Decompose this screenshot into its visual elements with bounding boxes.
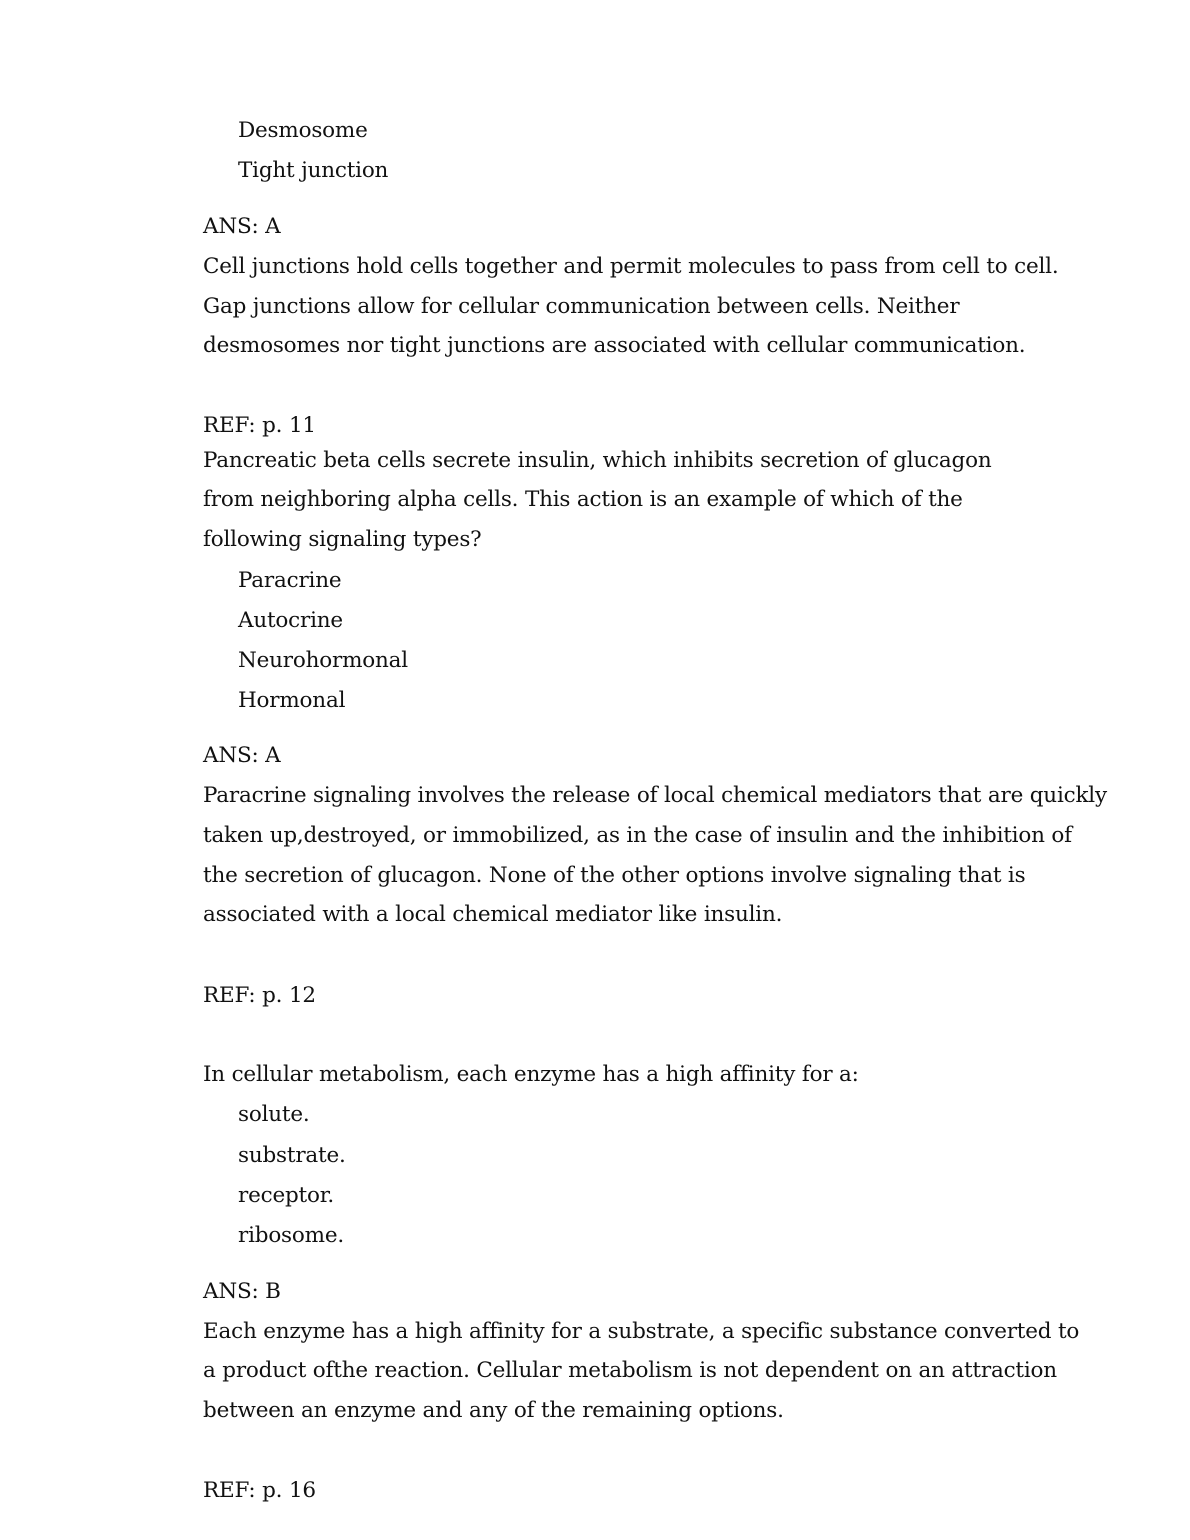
option-text: Hormonal (238, 688, 346, 713)
answer-label: ANS: A (203, 743, 281, 768)
rationale-line: Paracrine signaling involves the release of local chemical mediators that are quickly (203, 783, 1107, 808)
rationale-line: Cell junctions hold cells together and permit molecules to pass from cell to cell. (203, 254, 1059, 279)
answer-label: ANS: B (203, 1279, 281, 1304)
question-stem-line: from neighboring alpha cells. This action is an example of which of the (203, 487, 963, 512)
option-text: Paracrine (238, 568, 342, 593)
reference-label: REF: p. 16 (203, 1478, 316, 1503)
option-text: Neurohormonal (238, 648, 408, 673)
rationale-line: taken up,destroyed, or immobilized, as in the case of insulin and the inhibition of (203, 823, 1072, 848)
reference-label: REF: p. 11 (203, 413, 316, 438)
option-text: receptor. (238, 1183, 335, 1208)
option-text: ribosome. (238, 1223, 344, 1248)
option-text: substrate. (238, 1143, 346, 1168)
rationale-line: between an enzyme and any of the remaining options. (203, 1398, 784, 1423)
answer-label: ANS: A (203, 214, 281, 239)
option-text: Tight junction (238, 158, 389, 183)
option-text: Autocrine (238, 608, 343, 633)
question-stem-line: following signaling types? (203, 527, 482, 552)
rationale-line: Each enzyme has a high affinity for a substrate, a specific substance converted to (203, 1319, 1080, 1344)
rationale-line: a product ofthe reaction. Cellular metabolism is not dependent on an attraction (203, 1358, 1057, 1383)
question-stem-line: In cellular metabolism, each enzyme has a high affinity for a: (203, 1062, 859, 1087)
reference-label: REF: p. 12 (203, 983, 316, 1008)
option-text: Desmosome (238, 118, 368, 143)
rationale-line: associated with a local chemical mediator like insulin. (203, 902, 783, 927)
rationale-line: desmosomes nor tight junctions are associated with cellular communication. (203, 333, 1026, 358)
option-text: solute. (238, 1102, 310, 1127)
rationale-line: the secretion of glucagon. None of the other options involve signaling that is (203, 863, 1026, 888)
question-stem-line: Pancreatic beta cells secrete insulin, which inhibits secretion of glucagon (203, 448, 992, 473)
rationale-line: Gap junctions allow for cellular communication between cells. Neither (203, 294, 960, 319)
